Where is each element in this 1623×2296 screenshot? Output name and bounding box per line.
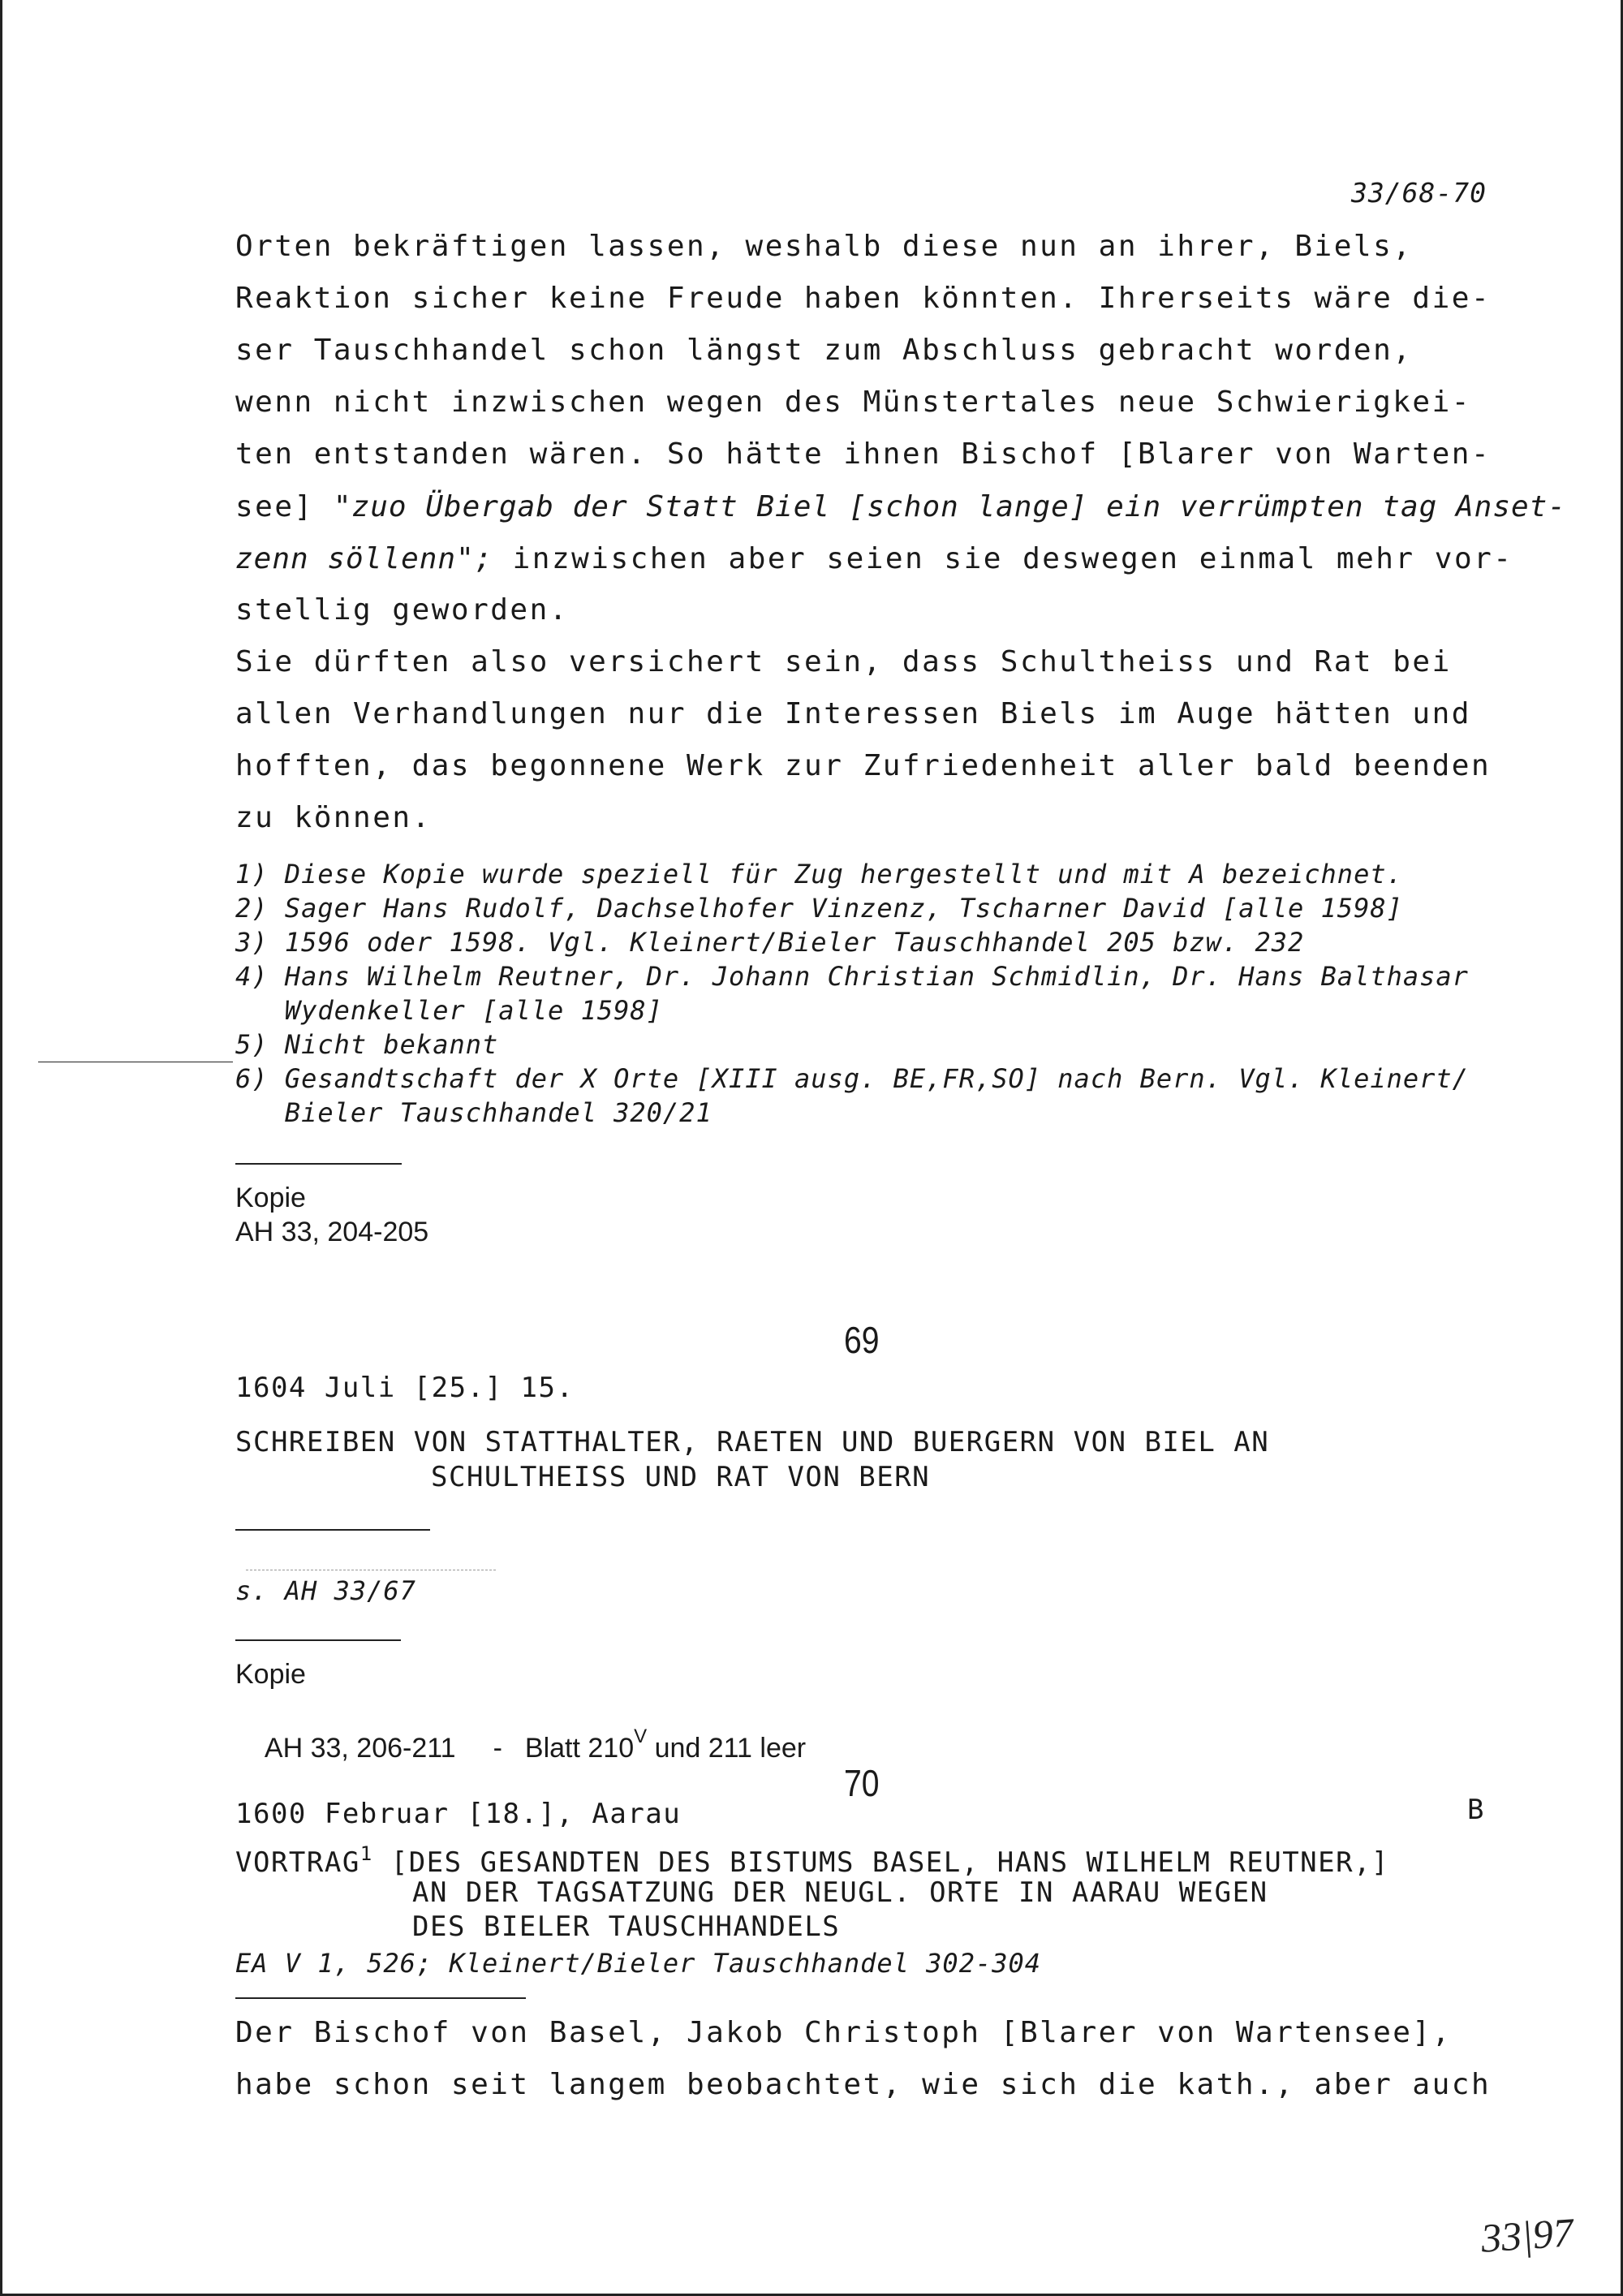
document-title: DES BIELER TAUSCHHANDELS: [412, 1910, 841, 1943]
body-line: wenn nicht inzwischen wegen des Münstertales neue Schwierigkei-: [235, 386, 1471, 419]
quote-text: zenn söllenn";: [235, 542, 493, 575]
document-number: 69: [844, 1319, 880, 1361]
document-title: [235, 1842, 1389, 1879]
archive-stamp: 33|97: [1479, 2209, 1575, 2261]
document-date: 1604 Juli [25.] 15.: [235, 1372, 575, 1404]
dash: -: [493, 1733, 502, 1764]
version-letter: B: [1467, 1794, 1485, 1826]
body-line: ser Tauschhandel schon längst zum Abschluss gebracht worden,: [235, 334, 1413, 367]
body-line: hofften, das begonnene Werk zur Zufriedenheit aller bald beenden: [235, 749, 1492, 782]
footnote: Wydenkeller [alle 1598]: [235, 995, 663, 1026]
document-title: SCHREIBEN VON STATTHALTER, RAETEN UND BUERGERN VON BIEL AN: [235, 1426, 1270, 1458]
blatt-note: Blatt 210: [524, 1733, 635, 1764]
footnote: 3) 1596 oder 1598. Vgl. Kleinert/Bieler Tauschhandel 205 bzw. 232: [235, 927, 1305, 958]
source-kind: Kopie: [235, 1182, 306, 1213]
page-reference: 33/68-70: [1351, 177, 1487, 209]
document-number: 70: [844, 1762, 880, 1804]
footnote: Bieler Tauschhandel 320/21: [235, 1097, 712, 1128]
separator-rule: [235, 1639, 401, 1641]
body-line: Reaktion sicher keine Freude haben könnten. Ihrerseits wäre die-: [235, 282, 1492, 315]
source-reference: AH 33, 204-205: [235, 1217, 429, 1247]
body-line-quote: [235, 541, 1513, 575]
footnote: 6) Gesandtschaft der X Orte [XIII ausg. BE,FR,SO] nach Bern. Vgl. Kleinert/: [235, 1063, 1469, 1094]
body-line: Orten bekräftigen lassen, weshalb diese nun an ihrer, Biels,: [235, 230, 1413, 263]
separator-rule: [235, 1529, 430, 1531]
source-reference: [235, 1694, 806, 1796]
body-text: see]: [235, 490, 334, 523]
title-rest: [DES GESANDTEN DES BISTUMS BASEL, HANS WILHELM REUTNER,]: [372, 1846, 1390, 1879]
quote-text: "zuo Übergab der Statt Biel [schon lange] ein verrümpten tag Anset-: [333, 490, 1567, 523]
body-line-quote: [235, 489, 1566, 523]
edition-reference: EA V 1, 526; Kleinert/Bieler Tauschhandel 302-304: [235, 1948, 1042, 1979]
footnote-marker: 1: [359, 1842, 373, 1865]
body-text: inzwischen aber seien sie deswegen einmal mehr vor-: [493, 542, 1513, 575]
verso-superscript: V: [634, 1725, 648, 1747]
body-line: stellig geworden.: [235, 593, 569, 627]
document-date: 1600 Februar [18.], Aarau: [235, 1798, 682, 1830]
document-title: AN DER TAGSATZUNG DER NEUGL. ORTE IN AARAU WEGEN: [412, 1876, 1268, 1909]
blatt-note-tail: und 211 leer: [647, 1733, 807, 1764]
body-line: Sie dürften also versichert sein, dass Schultheiss und Rat bei: [235, 645, 1452, 678]
source-kind: Kopie: [235, 1659, 306, 1690]
footnote: 4) Hans Wilhelm Reutner, Dr. Johann Christian Schmidlin, Dr. Hans Balthasar: [235, 961, 1469, 992]
body-line: ten entstanden wären. So hätte ihnen Bischof [Blarer von Warten-: [235, 437, 1492, 471]
body-line: habe schon seit langem beobachtet, wie sich die kath., aber auch: [235, 2068, 1492, 2101]
body-line: allen Verhandlungen nur die Interessen Biels im Auge hätten und: [235, 697, 1471, 730]
footnote: 2) Sager Hans Rudolf, Dachselhofer Vinzenz, Tscharner David [alle 1598]: [235, 893, 1403, 924]
footnote: 1) Diese Kopie wurde speziell für Zug hergestellt und mit A bezeichnet.: [235, 859, 1403, 890]
separator-rule: [235, 1997, 526, 1999]
archive-reference: AH 33, 206-211: [264, 1733, 456, 1764]
document-title: SCHULTHEISS UND RAT VON BERN: [431, 1461, 931, 1493]
body-line: zu können.: [235, 801, 432, 834]
title-word: VORTRAG: [235, 1846, 360, 1879]
footnote: 5) Nicht bekannt: [235, 1029, 499, 1060]
body-line: Der Bischof von Basel, Jakob Christoph [Blarer von Wartensee],: [235, 2016, 1452, 2049]
separator-rule: [235, 1163, 402, 1165]
see-reference: s. AH 33/67: [235, 1575, 416, 1606]
